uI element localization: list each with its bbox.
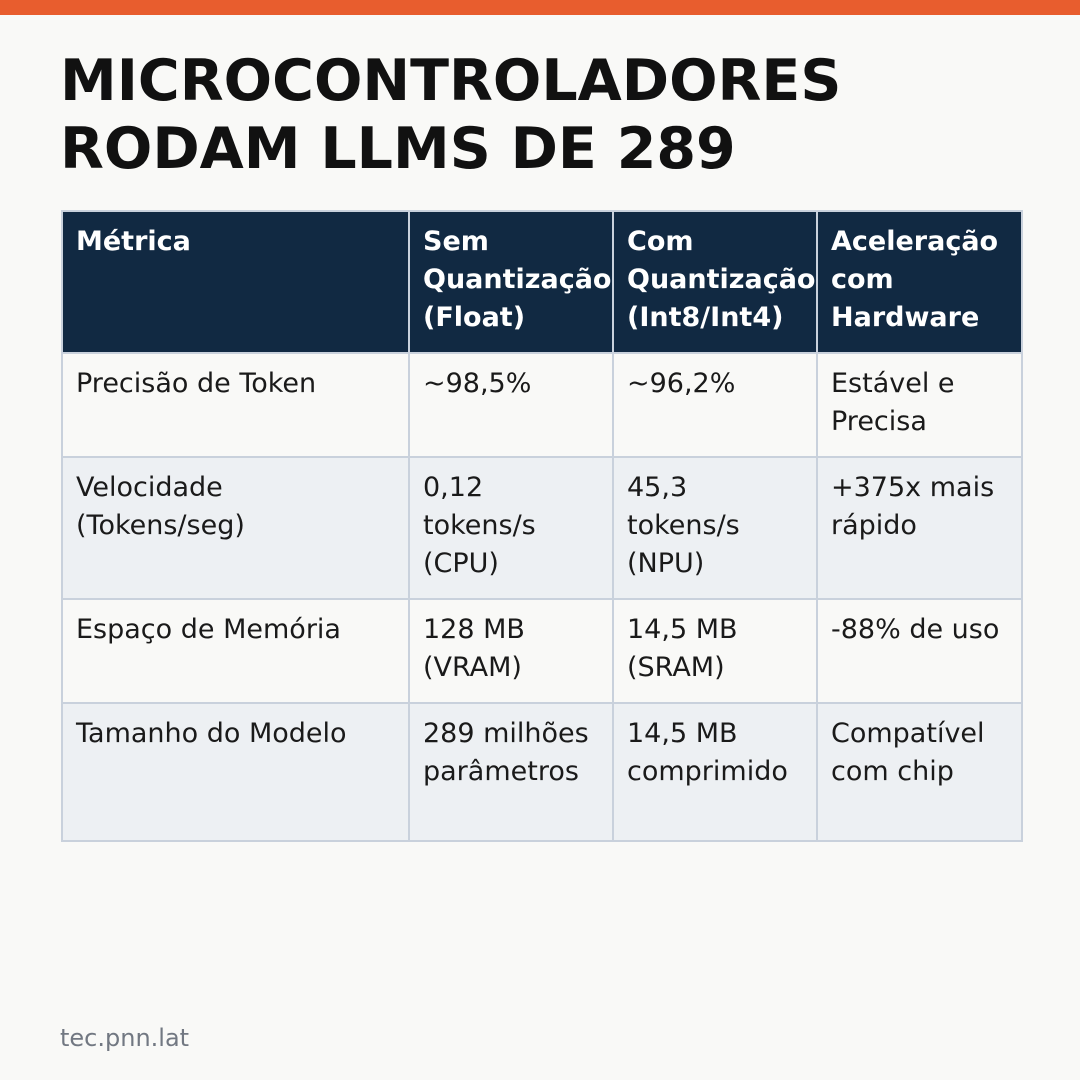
header-sem-line: (Float) [423,302,526,333]
table-cell-metric: Tamanho do Modelo [62,703,409,841]
table-cell-quantized: 14,5 MB comprimido [613,703,817,841]
table-cell-float: ~98,5% [409,353,613,457]
header-sem-quantizacao [409,211,613,353]
footer-source: tec.pnn.lat [60,1024,190,1052]
table-row [62,457,1022,599]
page-title [60,47,1020,183]
table-cell-metric: Precisão de Token [62,353,409,457]
header-metrica-line: Métrica [76,226,191,257]
header-aceleracao-line: com [831,264,894,295]
table-cell-hardware: Estável e Precisa [817,353,1022,457]
header-com-line: Quantização [627,264,816,295]
header-com-quantizacao [613,211,817,353]
header-com-line: (Int8/Int4) [627,302,784,333]
table-cell-hardware: +375x mais rápido [817,457,1022,599]
header-sem-line: Quantização [423,264,612,295]
table-header-row [62,211,1022,353]
table-cell-float: 0,12 tokens/s (CPU) [409,457,613,599]
table-cell-float: 289 milhões parâmetros [409,703,613,841]
table-cell-hardware: -88% de uso [817,599,1022,703]
header-aceleracao-line: Hardware [831,302,980,333]
header-metrica [62,211,409,353]
table-cell-quantized: ~96,2% [613,353,817,457]
table-cell-metric: Espaço de Memória [62,599,409,703]
table-row [62,703,1022,841]
header-aceleracao-line: Aceleração [831,226,999,257]
header-aceleracao-hardware [817,211,1022,353]
table-cell-metric: Velocidade (Tokens/seg) [62,457,409,599]
table-row [62,599,1022,703]
table-row [62,353,1022,457]
comparison-table [61,210,1023,842]
page-title-line-1: MICROCONTROLADORES [60,48,842,114]
table-cell-hardware: Compatível com chip [817,703,1022,841]
page-title-line-2: RODAM LLMS DE 289 [60,116,736,182]
table-cell-quantized: 14,5 MB (SRAM) [613,599,817,703]
table-cell-quantized: 45,3 tokens/s (NPU) [613,457,817,599]
header-com-line: Com [627,226,694,257]
table-cell-float: 128 MB (VRAM) [409,599,613,703]
accent-top-bar [0,0,1080,15]
header-sem-line: Sem [423,226,489,257]
